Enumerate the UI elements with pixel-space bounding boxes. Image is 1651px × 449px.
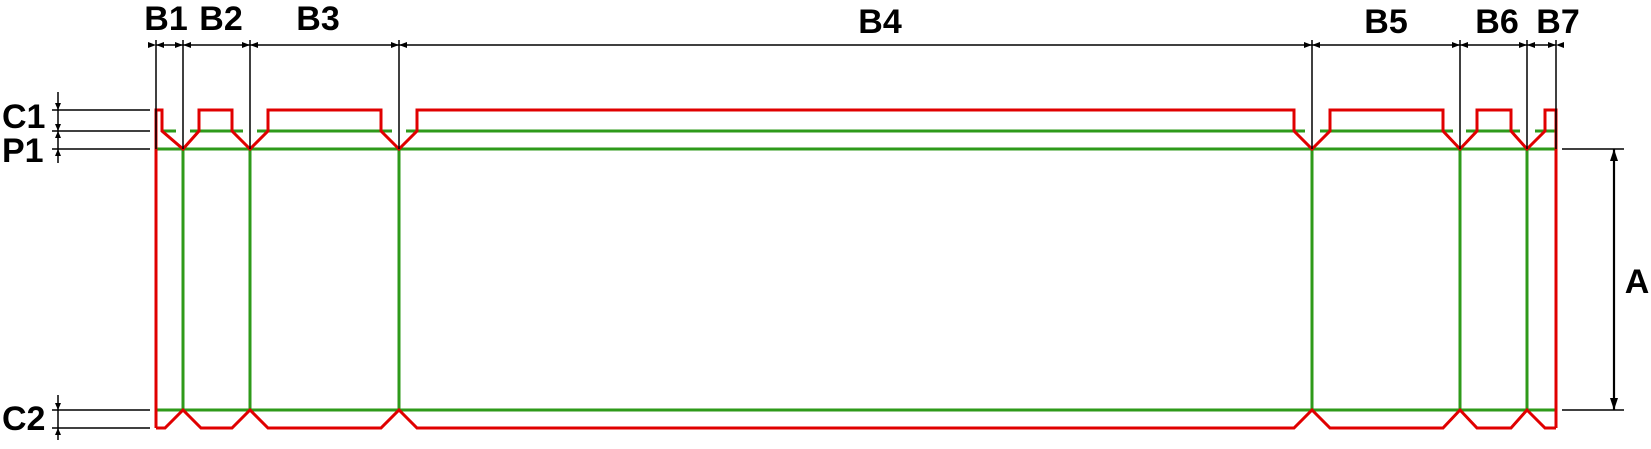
arrow-right-5 — [1460, 42, 1468, 48]
arrow-right-0 — [156, 42, 164, 48]
left-arrow-3 — [55, 149, 61, 156]
left-arrow-2 — [55, 124, 61, 131]
label-p1: P1 — [2, 132, 44, 170]
label-a: A — [1624, 263, 1650, 301]
left-arrow-0 — [55, 103, 61, 110]
label-c1: C1 — [2, 98, 46, 136]
left-arrow-1 — [55, 131, 61, 138]
dimension-lines — [52, 40, 1624, 440]
arrow-left-1 — [175, 42, 183, 48]
label-c2: C2 — [2, 400, 46, 438]
right-arrow-top — [1610, 149, 1618, 161]
arrow-right-4 — [1312, 42, 1320, 48]
crease-lines — [156, 131, 1556, 410]
bottom-cut-outline — [156, 410, 1556, 428]
label-b6: B6 — [1475, 3, 1519, 41]
arrow-left-4 — [1304, 42, 1312, 48]
arrow-left-7 — [1548, 42, 1556, 48]
arrow-left-0 — [148, 42, 156, 48]
arrow-left-5 — [1452, 42, 1460, 48]
right-arrow-bottom — [1610, 398, 1618, 410]
arrow-left-2 — [242, 42, 250, 48]
top-cut-outline — [156, 110, 1556, 428]
label-b7: B7 — [1536, 3, 1580, 41]
arrow-right-6 — [1527, 42, 1535, 48]
label-b4: B4 — [858, 3, 902, 41]
left-arrow-4 — [55, 403, 61, 410]
arrow-right-7 — [1556, 42, 1564, 48]
arrow-right-2 — [250, 42, 258, 48]
arrow-left-3 — [391, 42, 399, 48]
cut-lines — [156, 110, 1556, 428]
label-b3: B3 — [296, 0, 340, 38]
left-arrow-5 — [55, 428, 61, 435]
label-b1: B1 — [144, 0, 188, 38]
arrow-right-3 — [399, 42, 407, 48]
label-b2: B2 — [199, 0, 243, 38]
label-b5: B5 — [1364, 3, 1408, 41]
arrow-left-6 — [1519, 42, 1527, 48]
arrow-right-1 — [183, 42, 191, 48]
